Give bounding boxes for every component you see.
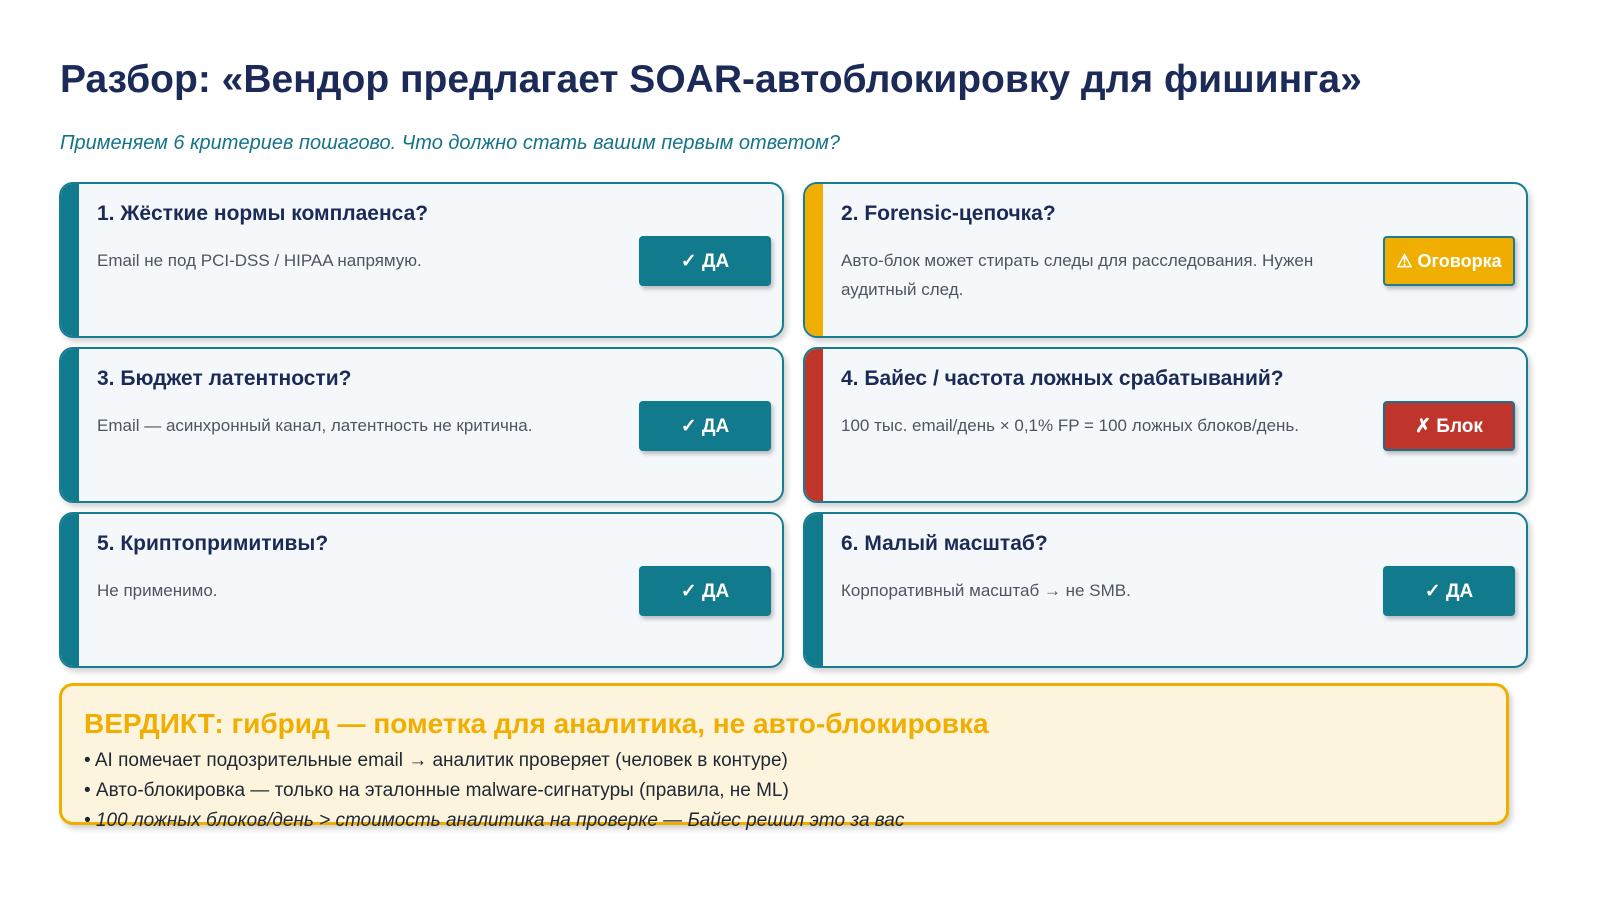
verdict-box [59, 683, 1509, 831]
status-badge-yes: ✓ ДА [639, 566, 771, 616]
verdict-title: ВЕРДИКТ: гибрид — пометка для аналитика, не авто-блокировка [84, 708, 989, 739]
status-bar [805, 184, 823, 336]
status-badge-block: ✗ Блок [1383, 401, 1515, 451]
criterion-description: 100 тыс. email/день × 0,1% FP = 100 ложных блоков/день. [841, 416, 1300, 435]
status-bar [61, 514, 79, 666]
status-bar [805, 514, 823, 666]
criterion-question: 1. Жёсткие нормы комплаенса? [97, 202, 429, 225]
status-bar [805, 349, 823, 501]
criterion-card-bayes [803, 347, 1528, 503]
status-bar [61, 349, 79, 501]
status-badge-yes: ✓ ДА [1383, 566, 1515, 616]
criterion-question: 4. Байес / частота ложных срабатываний? [841, 367, 1284, 390]
criterion-question: 5. Криптопримитивы? [97, 532, 329, 555]
criterion-question: 3. Бюджет латентности? [97, 367, 352, 390]
criterion-card-compliance [59, 182, 784, 338]
criterion-description: Корпоративный масштаб → не SMB. [841, 581, 1131, 600]
criterion-card-crypto [59, 512, 784, 668]
verdict-bullet: • Авто-блокировка — только на эталонные malware-сигнатуры (правила, не ML) [84, 780, 789, 801]
status-badge-yes: ✓ ДА [639, 236, 771, 286]
criterion-description: Email не под PCI-DSS / HIPAA напрямую. [97, 251, 422, 270]
criterion-card-latency [59, 347, 784, 503]
criterion-card-scale [803, 512, 1528, 668]
criterion-card-forensic [803, 182, 1528, 338]
status-bar [61, 184, 79, 336]
criterion-question: 2. Forensic-цепочка? [841, 202, 1056, 225]
status-badge-yes: ✓ ДА [639, 401, 771, 451]
criterion-description: Email — асинхронный канал, латентность не критична. [97, 416, 533, 435]
page-title: Разбор: «Вендор предлагает SOAR-автоблокировку для фишинга» [60, 58, 1362, 101]
page-subtitle: Применяем 6 критериев пошагово. Что должно стать вашим первым ответом? [60, 132, 840, 154]
criterion-description: Не применимо. [97, 581, 218, 600]
verdict-bullet: • 100 ложных блоков/день > стоимость аналитика на проверке — Байес решил это за вас [84, 810, 905, 831]
status-badge-warning: ⚠ Оговорка [1383, 236, 1515, 286]
criterion-description: Авто-блок может стирать следы для расследования. Нужен аудитный след. [841, 251, 1314, 299]
criterion-question: 6. Малый масштаб? [841, 532, 1048, 555]
verdict-bullet: • AI помечает подозрительные email → аналитик проверяет (человек в контуре) [84, 750, 788, 771]
